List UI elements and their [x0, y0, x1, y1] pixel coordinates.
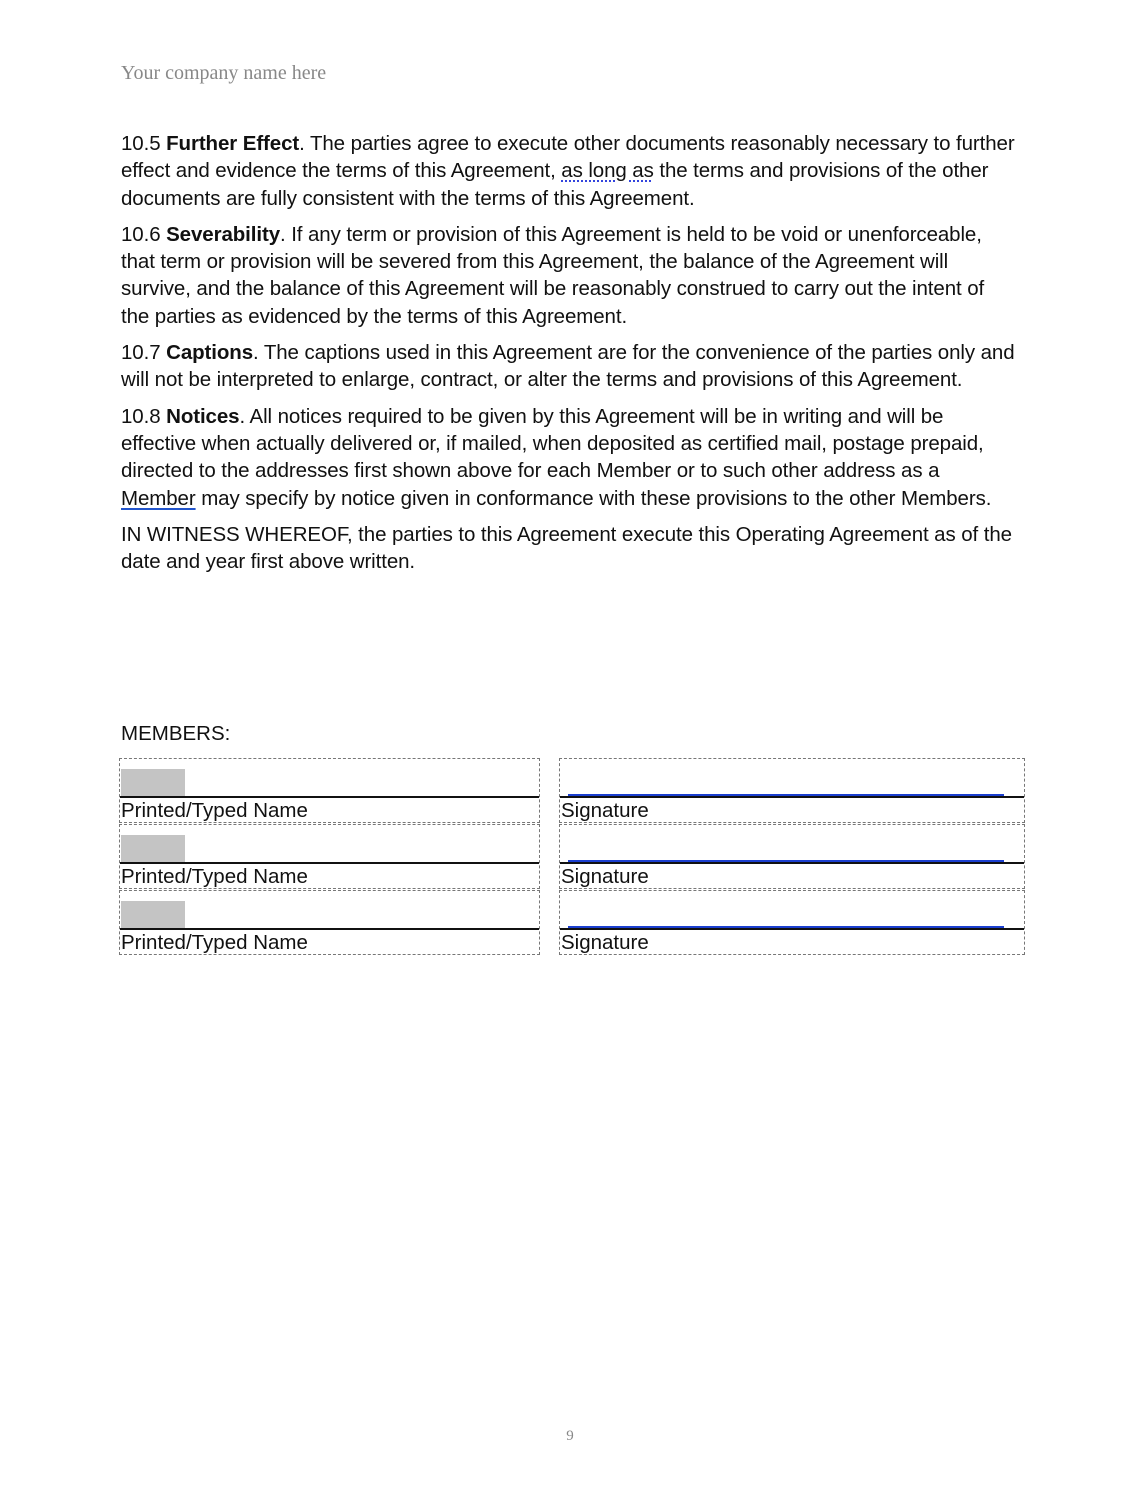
- signature-row: [119, 758, 1025, 824]
- section-10-7: [121, 339, 1016, 394]
- signature-row: [119, 824, 1025, 890]
- name-label: Printed/Typed Name: [121, 931, 308, 954]
- section-10-5: [121, 130, 1016, 212]
- section-title: Severability: [166, 222, 281, 246]
- section-text: may specify by notice given in conformance with these provisions to the other Members.: [195, 486, 992, 510]
- member-link[interactable]: Member: [121, 486, 196, 510]
- section-title: Further Effect: [166, 132, 300, 155]
- section-text: . If any term or provision of this Agreement is held to be void or unenforceable, that term or provision will be severed from this Agreement, the balance of the Agreement will survive, and the balance of this Agreement will be reasonably construed to carry out the intent of the parties as evidenced by the terms of this Agreement.: [121, 222, 985, 328]
- name-label: Printed/Typed Name: [121, 799, 308, 822]
- name-label: Printed/Typed Name: [121, 865, 308, 888]
- company-name-header: Your company name here: [121, 62, 327, 84]
- section-10-8: [121, 403, 1016, 512]
- name-field[interactable]: [121, 769, 185, 796]
- section-text: . The parties agree to execute other documents reasonably necessary to further effect and evidence the terms of this Agreement,: [121, 132, 1015, 183]
- name-line: [120, 928, 539, 930]
- signature-table: [119, 758, 1025, 956]
- signature-field[interactable]: [568, 926, 1004, 928]
- section-number: 10.8: [121, 404, 161, 428]
- section-10-6: [121, 221, 1016, 330]
- signature-cell[interactable]: [559, 824, 1025, 889]
- section-number: 10.7: [121, 341, 161, 365]
- witness-clause: IN WITNESS WHEREOF, the parties to this Agreement execute this Operating Agreement as of the date and year first above written.: [121, 522, 1012, 574]
- name-line: [120, 796, 539, 798]
- signature-line: [560, 928, 1024, 930]
- name-cell[interactable]: [119, 824, 540, 889]
- section-title: Captions: [166, 341, 254, 365]
- signature-cell[interactable]: [559, 890, 1025, 955]
- signature-field[interactable]: [568, 860, 1004, 862]
- name-field[interactable]: [121, 901, 185, 928]
- name-field[interactable]: [121, 835, 185, 862]
- signature-cell[interactable]: [559, 758, 1025, 823]
- document-body: [121, 130, 1016, 584]
- signature-row: [119, 890, 1025, 956]
- section-text: the terms and provisions of the other documents are fully consistent with the terms of this Agreement.: [121, 159, 989, 210]
- name-cell[interactable]: [119, 890, 540, 955]
- signature-line: [560, 796, 1024, 798]
- name-cell[interactable]: [119, 758, 540, 823]
- signature-line: [560, 862, 1024, 864]
- section-text: . The captions used in this Agreement are for the convenience of the parties only and will not be interpreted to enlarge, contract, or alter the terms and provisions of this Agreement.: [121, 341, 1015, 392]
- signature-label: Signature: [561, 931, 649, 954]
- signature-label: Signature: [561, 865, 649, 888]
- grammar-flag[interactable]: as long as: [561, 159, 654, 183]
- section-number: 10.5: [121, 132, 161, 155]
- section-title: Notices: [166, 404, 240, 428]
- signature-field[interactable]: [568, 794, 1004, 796]
- section-text: . All notices required to be given by this Agreement will be in writing and will be effective when actually delivered or, if mailed, when deposited as certified mail, postage prepaid, directed to the addresses first shown above for each Member or to such other address as a: [121, 404, 984, 483]
- section-number: 10.6: [121, 222, 161, 246]
- members-label: MEMBERS:: [121, 722, 231, 745]
- signature-label: Signature: [561, 799, 649, 822]
- name-line: [120, 862, 539, 864]
- page-number: 9: [566, 1428, 574, 1444]
